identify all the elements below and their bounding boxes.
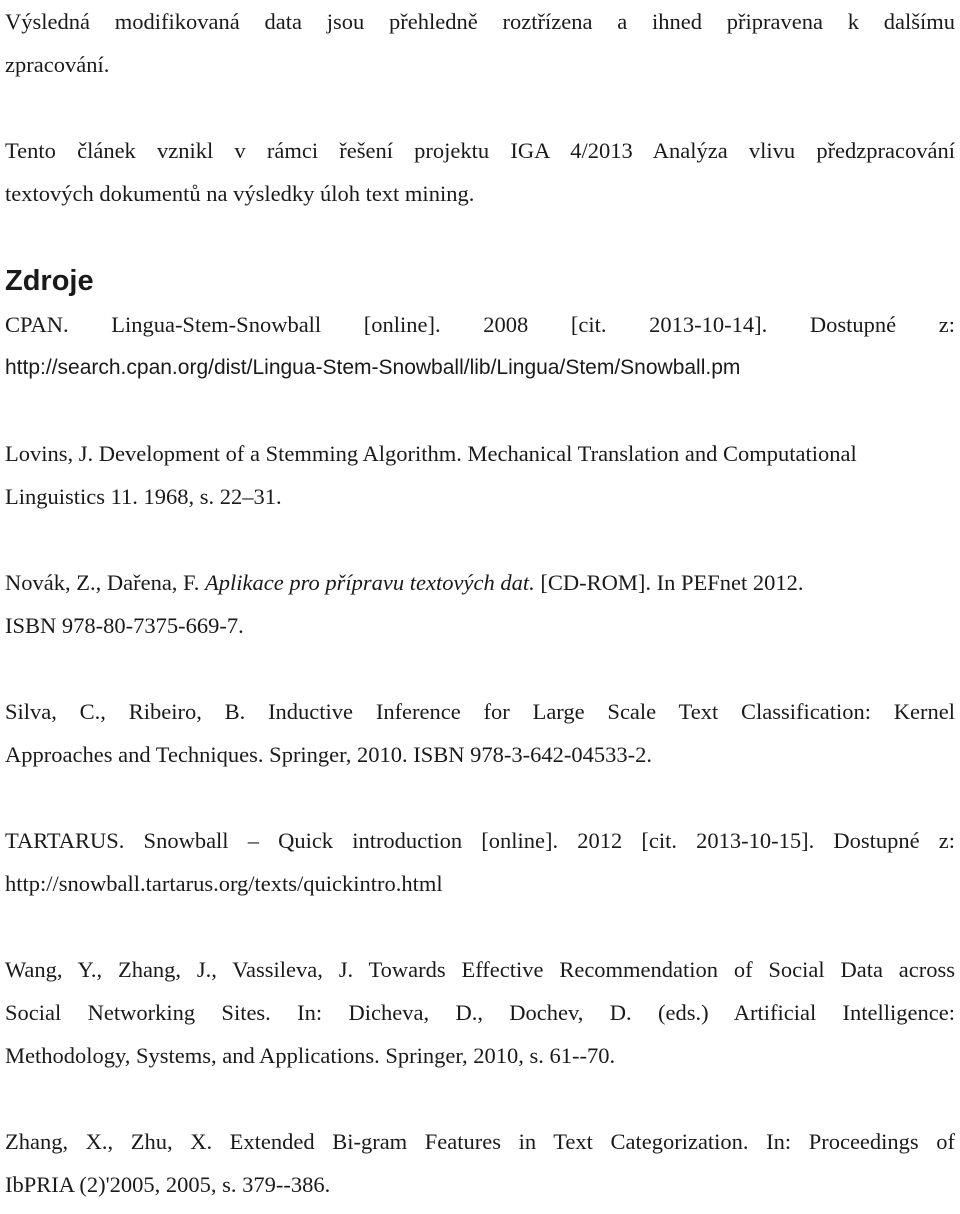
reference-tartarus xyxy=(5,819,955,905)
ref-wang-line-2: Social Networking Sites. In: Dicheva, D., Dochev, D. (eds.) Artificial Intelligence: xyxy=(5,1000,955,1025)
reference-wang xyxy=(5,948,955,1077)
intro-paragraph-1 xyxy=(5,0,955,86)
reference-novak xyxy=(5,561,955,647)
ref-tartarus-url-link[interactable]: http://snowball.tartarus.org/texts/quickintro.html xyxy=(5,871,443,896)
ref-silva-line-1: Silva, C., Ribeiro, B. Inductive Inference for Large Scale Text Classification: Kernel xyxy=(5,699,955,724)
document-page xyxy=(5,0,955,1206)
ref-novak-authors: Novák, Z., Dařena, F. xyxy=(5,570,206,595)
ref-novak-source: [CD-ROM]. In PEFnet 2012. xyxy=(534,570,804,595)
reference-cpan xyxy=(5,303,955,389)
reference-lovins xyxy=(5,432,955,518)
ref-lovins-line-1: Lovins, J. Development of a Stemming Algorithm. Mechanical Translation and Computational xyxy=(5,441,857,466)
ref-wang-line-3: Methodology, Systems, and Applications. Springer, 2010, s. 61--70. xyxy=(5,1043,616,1068)
ref-lovins-line-2: Linguistics 11. 1968, s. 22–31. xyxy=(5,484,282,509)
ref-novak-title: Aplikace pro přípravu textových dat. xyxy=(205,570,535,595)
ref-silva-line-2: Approaches and Techniques. Springer, 2010. ISBN 978-3-642-04533-2. xyxy=(5,742,652,767)
reference-zhang xyxy=(5,1120,955,1206)
ref-wang-line-1: Wang, Y., Zhang, J., Vassileva, J. Towards Effective Recommendation of Social Data across xyxy=(5,957,955,982)
ref-zhang-line-1: Zhang, X., Zhu, X. Extended Bi-gram Features in Text Categorization. In: Proceedings of xyxy=(5,1129,955,1154)
sources-heading: Zdroje xyxy=(5,265,94,297)
intro-line-3: Tento článek vznikl v rámci řešení projektu IGA 4/2013 Analýza vlivu předzpracování xyxy=(5,138,955,163)
intro-line-1: Výsledná modifikovaná data jsou přehledně roztřízena a ihned připravena k dalšímu xyxy=(5,9,955,34)
reference-silva xyxy=(5,690,955,776)
ref-tartarus-line-1: TARTARUS. Snowball – Quick introduction [online]. 2012 [cit. 2013-10-15]. Dostupné z: xyxy=(5,828,955,853)
ref-novak-line-2: ISBN 978-80-7375-669-7. xyxy=(5,613,244,638)
ref-zhang-line-2: IbPRIA (2)'2005, 2005, s. 379--386. xyxy=(5,1172,331,1197)
ref-novak-line-1 xyxy=(5,561,955,604)
intro-paragraph-2 xyxy=(5,129,955,215)
intro-line-4: textových dokumentů na výsledky úloh text mining. xyxy=(5,181,475,206)
intro-line-2: zpracování. xyxy=(5,52,110,77)
ref-cpan-line-1: CPAN. Lingua-Stem-Snowball [online]. 2008 [cit. 2013-10-14]. Dostupné z: xyxy=(5,312,955,337)
ref-cpan-url-link[interactable]: http://search.cpan.org/dist/Lingua-Stem-Snowball/lib/Lingua/Stem/Snowball.pm xyxy=(5,356,741,379)
